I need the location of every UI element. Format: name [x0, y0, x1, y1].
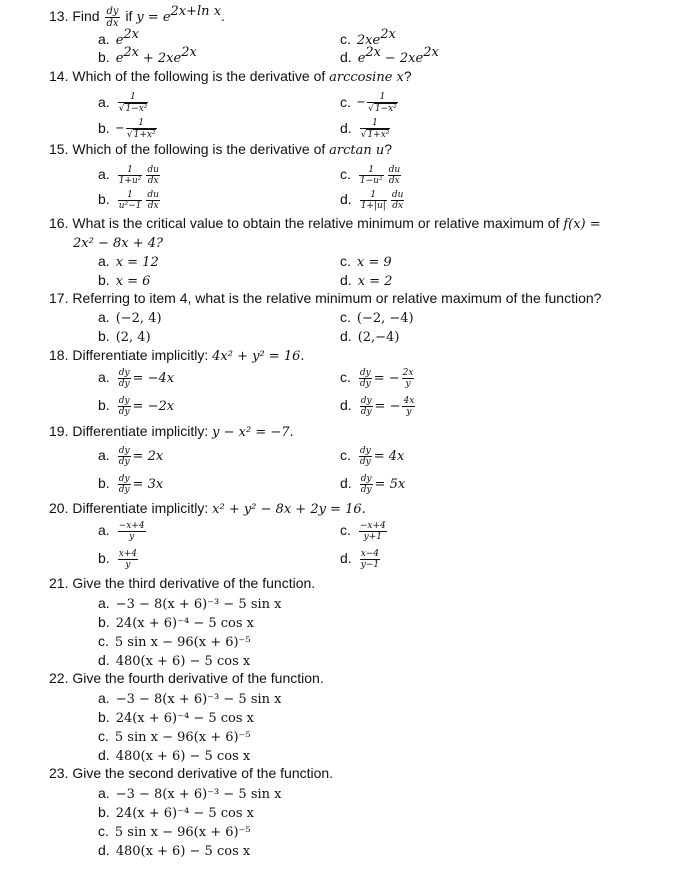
option-c[interactable]: c. (−2, −4): [340, 309, 414, 326]
fraction: $\frac{2x}{y}$: [402, 368, 414, 389]
option-b[interactable]: b. $\frac{1}{\text{u²−1}}$ $\frac{du}{dx}$: [98, 190, 159, 211]
option-c[interactable]: c. $\frac{1}{\text{1−u²}}$ $\frac{du}{dx}$: [340, 165, 401, 186]
option-d[interactable]: d. 480(x + 6) − 5 cos x: [98, 652, 251, 669]
option-b[interactable]: b. $\frac{x+4}{y}$: [98, 549, 138, 570]
option-b[interactable]: b. 24(x + 6)⁻⁴ − 5 cos x: [98, 709, 255, 726]
question-18: 18. Differentiate implicitly: 4x² + y² = 16.: [49, 347, 305, 364]
option-a[interactable]: a. x = 12: [98, 253, 159, 270]
option-d[interactable]: d. x = 2: [340, 272, 393, 289]
question-13: 13. Find $\frac{dy}{dx}$ if $y = e^{2x+ln x}$.: [49, 4, 225, 29]
fraction: $\frac{dy}{dy}$: [118, 446, 130, 467]
math-expression: y − x² = −7.: [212, 425, 294, 440]
math-expression: y = e: [136, 10, 171, 26]
option-d[interactable]: d. $\frac{1}{\text{√1+x²}}$: [340, 118, 390, 140]
option-a[interactable]: a. $\frac{1}{\text{1+u²}}$ $\frac{du}{dx}$: [98, 165, 159, 186]
fraction: $\frac{dy}{dy}$: [118, 396, 130, 417]
option-b[interactable]: b. $\frac{dy}{dy}$ = 3x: [98, 474, 164, 495]
option-c[interactable]: c. $2xe^{2x}$: [340, 27, 396, 48]
option-c[interactable]: c. 5 sin x − 96(x + 6)⁻⁵: [98, 728, 251, 745]
option-d[interactable]: d. 480(x + 6) − 5 cos x: [98, 842, 251, 859]
option-d[interactable]: d. 480(x + 6) − 5 cos x: [98, 747, 251, 764]
fraction: $\frac{du}{dx}$: [388, 165, 401, 186]
fraction: $\frac{-x+4}{y+1}$: [359, 521, 386, 542]
option-b[interactable]: b. − $\frac{1}{\text{√1+x²}}$: [98, 118, 156, 140]
math-expression: x² + y² − 8x + 2y = 16.: [212, 502, 366, 517]
option-c[interactable]: c. 5 sin x − 96(x + 6)⁻⁵: [98, 633, 251, 650]
math-expression: f(x) =: [563, 217, 601, 232]
option-c[interactable]: c. $\frac{dy}{dy}$ = 4x: [340, 446, 405, 467]
option-b[interactable]: b. 24(x + 6)⁻⁴ − 5 cos x: [98, 804, 255, 821]
math-expression: arctan u: [329, 143, 385, 158]
option-a[interactable]: a. −3 − 8(x + 6)⁻³ − 5 sin x: [98, 690, 282, 707]
option-b[interactable]: b. x = 6: [98, 272, 151, 289]
fraction: $\frac{1}{1+|u|}$: [360, 190, 386, 211]
question-text: 15. Which of the following is the derivative of: [49, 141, 326, 157]
option-d[interactable]: d. $\frac{dy}{dy}$ = − $\frac{4x}{y}$: [340, 396, 415, 417]
option-c[interactable]: c. $\frac{dy}{dy}$ = − $\frac{2x}{y}$: [340, 368, 414, 389]
fraction: $\frac{du}{dx}$: [147, 190, 159, 211]
fraction: $\frac{dy}{dy}$: [360, 474, 372, 495]
option-d[interactable]: d. $e^{2x} - 2xe^{2x}$: [340, 45, 439, 66]
fraction: $\frac{1}{\text{√1−x²}}$: [368, 92, 397, 114]
question-text: if: [125, 8, 133, 25]
fraction: $\frac{1}{\text{√1+x²}}$: [126, 118, 156, 140]
option-a[interactable]: a. $e^{2x}$: [98, 27, 139, 48]
option-d[interactable]: d. (2,−4): [340, 328, 400, 345]
fraction: $\frac{-x+4}{y}$: [118, 521, 145, 542]
fraction: $\frac{dy}{dy}$: [118, 368, 130, 389]
option-c[interactable]: c. − $\frac{1}{\text{√1−x²}}$: [340, 92, 397, 114]
fraction: $\frac{x-4}{y-1}$: [360, 549, 380, 570]
question-16-cont: 2x² − 8x + 4?: [73, 236, 163, 251]
fraction: $\frac{dy}{dx}$: [106, 6, 119, 29]
question-19: 19. Differentiate implicitly: y − x² = −7.: [49, 423, 294, 440]
fraction: $\frac{x+4}{y}$: [118, 549, 138, 570]
question-16: [49, 215, 601, 233]
option-a[interactable]: a. $\frac{dy}{dy}$ = −4x: [98, 368, 175, 389]
option-a[interactable]: a. −3 − 8(x + 6)⁻³ − 5 sin x: [98, 595, 282, 612]
option-d[interactable]: d. $\frac{x-4}{y-1}$: [340, 549, 380, 570]
question-text: 16. What is the critical value to obtain the relative minimum or relative maximum of: [49, 215, 560, 231]
option-a[interactable]: a. −3 − 8(x + 6)⁻³ − 5 sin x: [98, 785, 282, 802]
fraction: $\frac{1}{\text{√1+x²}}$: [360, 118, 390, 140]
option-b[interactable]: b. (2, 4): [98, 328, 151, 345]
fraction: $\frac{1}{\text{1+u²}}$: [118, 165, 142, 186]
option-d[interactable]: d. $\frac{1}{1+|u|}$ $\frac{du}{dx}$: [340, 190, 404, 211]
option-a[interactable]: a. $\frac{-x+4}{y}$: [98, 521, 145, 542]
fraction: $\frac{1}{\text{√1−x²}}$: [118, 92, 148, 114]
fraction: $\frac{dy}{dy}$: [359, 368, 371, 389]
option-a[interactable]: a. $\frac{1}{\text{√1−x²}}$: [98, 92, 148, 114]
option-b[interactable]: b. $e^{2x} + 2xe^{2x}$: [98, 45, 197, 66]
option-d[interactable]: d. $\frac{dy}{dy}$ = 5x: [340, 474, 406, 495]
fraction: $\frac{1}{\text{u²−1}}$: [118, 190, 142, 211]
option-c[interactable]: c. x = 9: [340, 253, 392, 270]
math-expression: 4x² + y² = 16.: [212, 349, 305, 364]
question-15: 15. Which of the following is the derivative of arctan u?: [49, 141, 393, 158]
option-b[interactable]: b. 24(x + 6)⁻⁴ − 5 cos x: [98, 614, 255, 631]
math-expression: arccosine x: [329, 70, 404, 85]
option-c[interactable]: c. 5 sin x − 96(x + 6)⁻⁵: [98, 823, 251, 840]
exponent: 2x+ln x: [170, 4, 222, 20]
question-17: 17. Referring to item 4, what is the relative minimum or relative maximum of the function?: [49, 290, 602, 306]
fraction: $\frac{du}{dx}$: [147, 165, 159, 186]
fraction: $\frac{du}{dx}$: [391, 190, 404, 211]
fraction: $\frac{1}{\text{1−u²}}$: [359, 165, 383, 186]
fraction: $\frac{4x}{y}$: [403, 396, 415, 417]
fraction: $\frac{dy}{dy}$: [360, 396, 372, 417]
option-c[interactable]: c. $\frac{-x+4}{y+1}$: [340, 521, 386, 542]
question-23: 23. Give the second derivative of the function.: [49, 765, 334, 781]
option-a[interactable]: a. (−2, 4): [98, 309, 162, 326]
question-14: 14. Which of the following is the derivative of arccosine x?: [49, 68, 412, 85]
question-20: 20. Differentiate implicitly: x² + y² − 8x + 2y = 16.: [49, 500, 366, 517]
question-text: 14. Which of the following is the derivative of: [49, 68, 326, 84]
question-21: 21. Give the third derivative of the function.: [49, 575, 316, 591]
option-b[interactable]: b. $\frac{dy}{dy}$ = −2x: [98, 396, 175, 417]
question-text: 13. Find: [49, 8, 100, 25]
fraction: $\frac{dy}{dy}$: [359, 446, 371, 467]
fraction: $\frac{dy}{dy}$: [118, 474, 130, 495]
option-a[interactable]: a. $\frac{dy}{dy}$ = 2x: [98, 446, 164, 467]
question-22: 22. Give the fourth derivative of the function.: [49, 670, 324, 686]
